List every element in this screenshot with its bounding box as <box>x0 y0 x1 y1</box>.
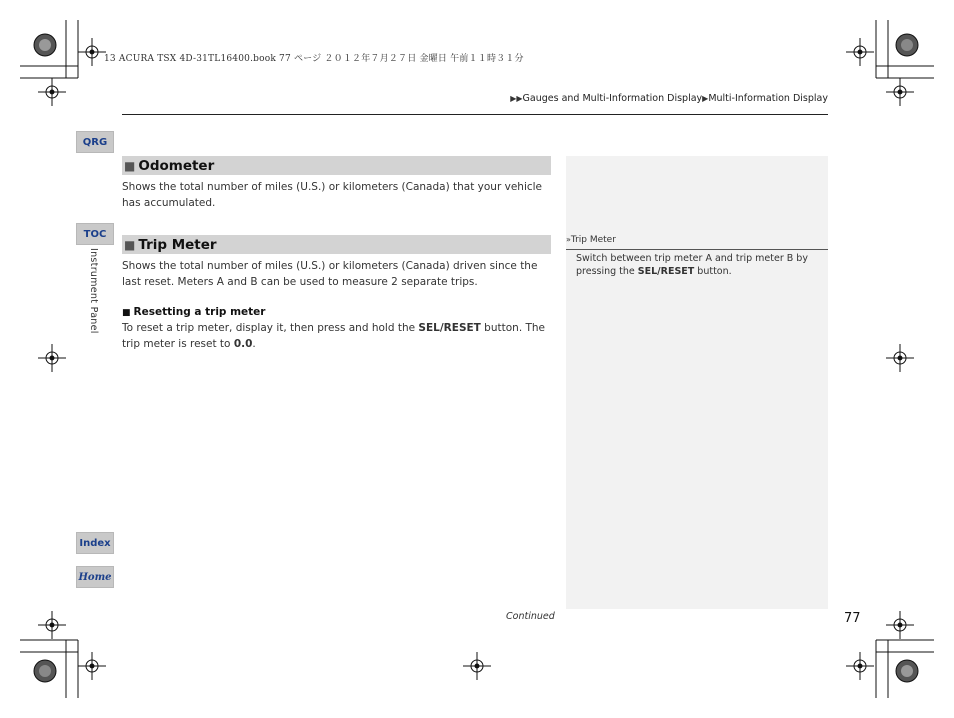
toc-button[interactable]: TOC <box>76 223 114 245</box>
odometer-title: Odometer <box>138 157 215 174</box>
chapter-side-label: Instrument Panel <box>88 248 99 334</box>
print-header: 13 ACURA TSX 4D-31TL16400.book 77 ページ ２０１２年７月２７日 金曜日 午前１１時３１分 <box>104 54 524 64</box>
index-button[interactable]: Index <box>76 532 114 554</box>
resetting-text-part: To reset a trip meter, display it, then press and hold the <box>122 322 419 334</box>
breadcrumb-current: Multi-Information Display <box>708 93 828 104</box>
note-text-part: Switch between trip meter A and trip meter B by pressing the <box>576 253 808 277</box>
note-text-part: button. <box>694 266 732 277</box>
note-link-icon: » <box>566 235 571 244</box>
resetting-text <box>122 320 552 352</box>
resetting-text-part: button. The trip meter is reset to <box>122 322 546 350</box>
section-square-icon: ■ <box>124 237 136 252</box>
reset-value: 0.0 <box>233 338 253 350</box>
odometer-heading <box>122 156 551 175</box>
breadcrumb-arrow-icon: ▶▶ <box>510 94 523 103</box>
resetting-title: Resetting a trip meter <box>133 306 266 318</box>
note-rule <box>566 249 828 250</box>
resetting-text-part: . <box>252 338 256 350</box>
sel-reset-label: SEL/RESET <box>418 322 481 334</box>
resetting-subheading <box>122 306 265 318</box>
trip-meter-note-text <box>576 252 816 278</box>
section-square-icon: ■ <box>124 158 136 173</box>
odometer-text: Shows the total number of miles (U.S.) or kilometers (Canada) that your vehicle has accumulated. <box>122 181 543 209</box>
page-number: 77 <box>844 611 861 626</box>
continued-label: Continued <box>506 611 555 622</box>
trip-meter-note-title[interactable] <box>566 235 616 245</box>
qrg-button[interactable]: QRG <box>76 131 114 153</box>
trip-meter-title: Trip Meter <box>138 236 217 253</box>
header-rule <box>122 114 828 115</box>
home-button[interactable]: Home <box>76 566 114 588</box>
note-title-text: Trip Meter <box>570 235 616 245</box>
breadcrumb-separator-icon: ▶ <box>702 94 709 103</box>
note-sel-reset-label: SEL/RESET <box>637 266 695 277</box>
subheading-square-icon: ■ <box>122 308 131 318</box>
trip-meter-heading <box>122 235 551 254</box>
breadcrumb <box>510 93 828 104</box>
trip-meter-text: Shows the total number of miles (U.S.) or kilometers (Canada) driven since the last reset. Meters A and B can be used to measure 2 separate trips. <box>122 260 538 288</box>
breadcrumb-link-gauges[interactable]: Gauges and Multi-Information Display <box>522 93 703 104</box>
sidebar-notes-panel <box>566 156 828 609</box>
